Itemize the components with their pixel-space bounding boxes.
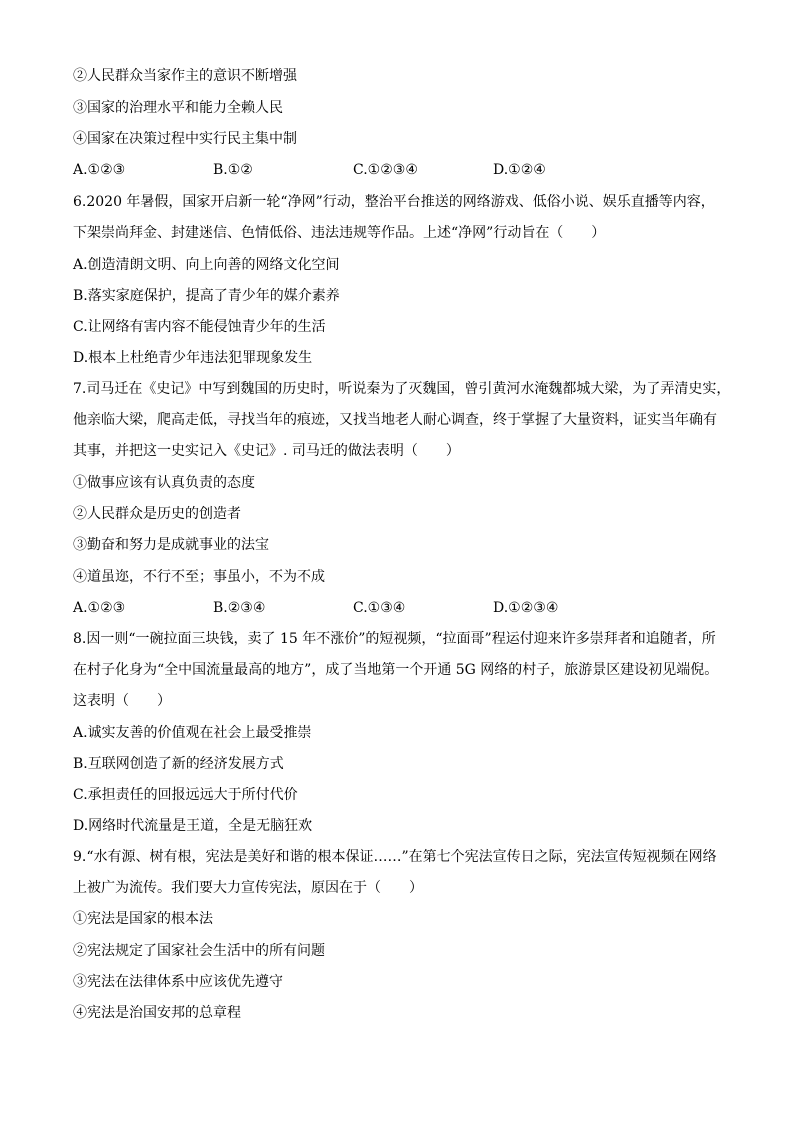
q9-item-4: ④宪法是治国安邦的总章程 (73, 1005, 241, 1021)
q7-stem-line-3: 其事，并把这一史实记入《史记》. 司马迁的做法表明（ ） (73, 443, 460, 459)
q5-options (73, 160, 733, 180)
q9-item-1: ①宪法是国家的根本法 (73, 911, 213, 927)
q5-option-a: A.①②③ (73, 162, 126, 178)
q5-option-b: B.①② (213, 162, 253, 178)
q6-stem-line-1: 6.2020 年暑假，国家开启新一轮“净网”行动，整治平台推送的网络游戏、低俗小说、娱乐直播等内容， (73, 194, 715, 210)
q8-option-b: B.互联网创造了新的经济发展方式 (73, 756, 284, 772)
q5-item-3: ③国家的治理水平和能力全赖人民 (73, 100, 283, 116)
q8-stem-line-2: 在村子化身为“全中国流量最高的地方”，成了当地第一个开通 5G 网络的村子，旅游景区建设初见端倪。 (73, 662, 719, 678)
q7-item-2: ②人民群众是历史的创造者 (73, 506, 241, 522)
q6-option-d: D.根本上杜绝青少年违法犯罪现象发生 (73, 350, 313, 366)
q8-stem-line-3: 这表明（ ） (73, 693, 171, 709)
q7-item-4: ④道虽迩，不行不至；事虽小，不为不成 (73, 569, 325, 585)
q8-stem-line-1: 8.因一则“一碗拉面三块钱，卖了 15 年不涨价”的短视频，“拉面哥”程运付迎来许多崇拜者和追随者，所 (73, 631, 716, 647)
q5-item-2: ②人民群众当家作主的意识不断增强 (73, 68, 297, 84)
q8-option-d: D.网络时代流量是王道，全是无脑狂欢 (73, 818, 313, 834)
q8-option-c: C.承担责任的回报远远大于所付代价 (73, 787, 298, 803)
q6-option-b: B.落实家庭保护，提高了青少年的媒介素养 (73, 288, 340, 304)
q9-stem-line-1: 9.“水有源、树有根，宪法是美好和谐的根本保证……”在第七个宪法宣传日之际，宪法宣传短视频在网络 (73, 849, 717, 865)
q6-option-c: C.让网络有害内容不能侵蚀青少年的生活 (73, 319, 326, 335)
q9-stem-line-2: 上被广为流传。我们要大力宣传宪法，原因在于（ ） (73, 880, 423, 896)
q7-option-d: D.①②③④ (493, 600, 559, 616)
q7-item-3: ③勤奋和努力是成就事业的法宝 (73, 537, 269, 553)
q8-option-a: A.诚实友善的价值观在社会上最受推崇 (73, 725, 312, 741)
q7-stem-line-1: 7.司马迁在《史记》中写到魏国的历史时，听说秦为了灭魏国，曾引黄河水淹魏都城大梁，为了弄清史实， (73, 381, 731, 397)
q6-stem-line-2: 下架崇尚拜金、封建迷信、色情低俗、违法违规等作品。上述“净网”行动旨在（ ） (73, 225, 606, 241)
q7-option-b: B.②③④ (213, 600, 266, 616)
q5-item-4: ④国家在决策过程中实行民主集中制 (73, 131, 297, 147)
q6-option-a: A.创造清朗文明、向上向善的网络文化空间 (73, 257, 340, 273)
q7-option-c: C.①③④ (353, 600, 406, 616)
q5-option-d: D.①②④ (493, 162, 546, 178)
q9-item-3: ③宪法在法律体系中应该优先遵守 (73, 974, 283, 990)
q7-item-1: ①做事应该有认真负责的态度 (73, 475, 255, 491)
q7-option-a: A.①②③ (73, 600, 126, 616)
q7-stem-line-2: 他亲临大梁，爬高走低，寻找当年的痕迹，又找当地老人耐心调查，终于掌握了大量资料，证实当年确有 (73, 412, 717, 428)
q9-item-2: ②宪法规定了国家社会生活中的所有问题 (73, 943, 325, 959)
q5-option-c: C.①②③④ (353, 162, 418, 178)
q7-options (73, 598, 733, 618)
